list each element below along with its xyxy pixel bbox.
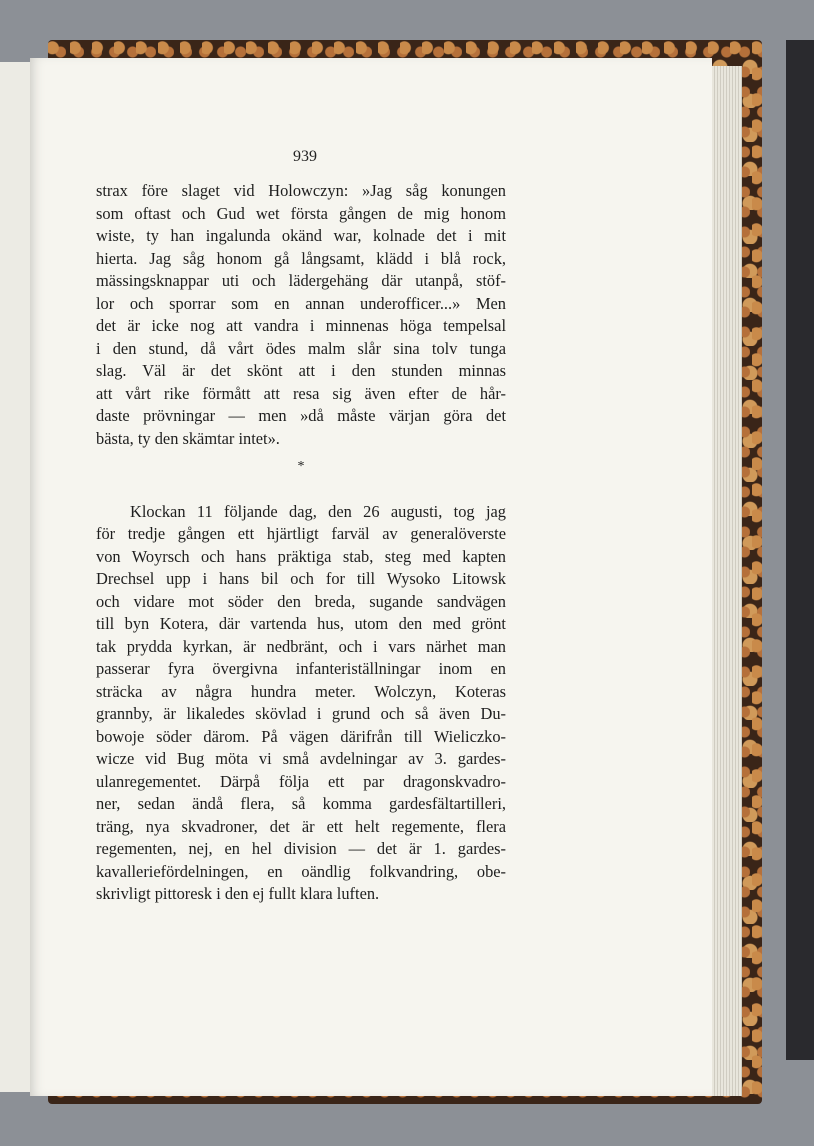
- text-line: passerar fyra övergivna infanteriställningar inom en: [96, 659, 506, 678]
- text-line: strax före slaget vid Holowczyn: »Jag såg konungen: [96, 181, 506, 200]
- text-line: bästa, ty den skämtar intet».: [96, 428, 280, 448]
- paragraph-2: [96, 501, 506, 906]
- text-line: som oftast och Gud wet första gången de mig honom: [96, 203, 506, 223]
- text-line: kavalleriefördelningen, en oändlig folkvandring, obe-: [96, 861, 506, 881]
- text-line: och vidare mot söder den breda, sugande sandvägen: [96, 591, 506, 611]
- text-line: bowoje söder därom. På vägen därifrån till Wieliczko-: [96, 726, 506, 746]
- text-line: i den stund, då vårt ödes malm slår sina tolv tunga: [96, 338, 506, 358]
- text-line: wiste, ty han ingalunda okänd war, kolnade det i mit: [96, 226, 506, 245]
- page-number: 939: [293, 148, 317, 165]
- text-line: ner, sedan ändå flera, så komma gardesfältartilleri,: [96, 794, 506, 813]
- text-line: wicze vid Bug möta vi små avdelningar av 3. gardes-: [96, 749, 506, 768]
- text-line: hierta. Jag såg honom gå långsamt, klädd i blå rock,: [96, 248, 506, 268]
- text-line: regementen, nej, en hel division — det är 1. gardes-: [96, 839, 506, 858]
- text-line: träng, nya skvadroner, det är ett helt regemente, flera: [96, 816, 506, 836]
- page-text: [96, 180, 506, 906]
- paragraph-1: [96, 180, 506, 450]
- text-line: att vårt rike förmått att resa sig även efter de hår-: [96, 383, 506, 403]
- text-line: mässingsknappar uti och lädergehäng där utanpå, stöf-: [96, 271, 506, 290]
- text-line: det är icke nog att vandra i minnenas höga tempelsal: [96, 316, 506, 335]
- text-line: grannby, är likaledes skövlad i grund och så även Du-: [96, 704, 506, 723]
- text-line: slag. Väl är det skönt att i den stunden minnas: [96, 361, 506, 380]
- left-page-edge: [0, 62, 31, 1092]
- section-separator: *: [297, 459, 305, 474]
- text-line: Klockan 11 följande dag, den 26 augusti, tog jag: [130, 501, 506, 521]
- text-line: för tredje gången ett hjärtligt farväl av generalöverste: [96, 524, 506, 543]
- text-line: lor och sporrar som en annan underofficer...» Men: [96, 293, 506, 313]
- text-line: tak prydda kyrkan, är nedbränt, och i vars närhet man: [96, 636, 506, 656]
- book-spine: [786, 40, 814, 1060]
- text-line: von Woyrsch och hans präktiga stab, steg med kapten: [96, 546, 506, 566]
- text-line: daste prövningar — men »då måste värjan göra det: [96, 406, 506, 425]
- text-line: till byn Kotera, där vartenda hus, utom den med grönt: [96, 614, 506, 633]
- text-line: ulanregementet. Därpå följa ett par dragonskvadro-: [96, 771, 506, 791]
- text-line: skrivligt pittoresk i den ej fullt klara luften.: [96, 884, 380, 903]
- text-line: Drechsel upp i hans bil och for till Wysoko Litowsk: [96, 569, 506, 588]
- text-line: sträcka av några hundra meter. Wolczyn, Koteras: [96, 681, 506, 701]
